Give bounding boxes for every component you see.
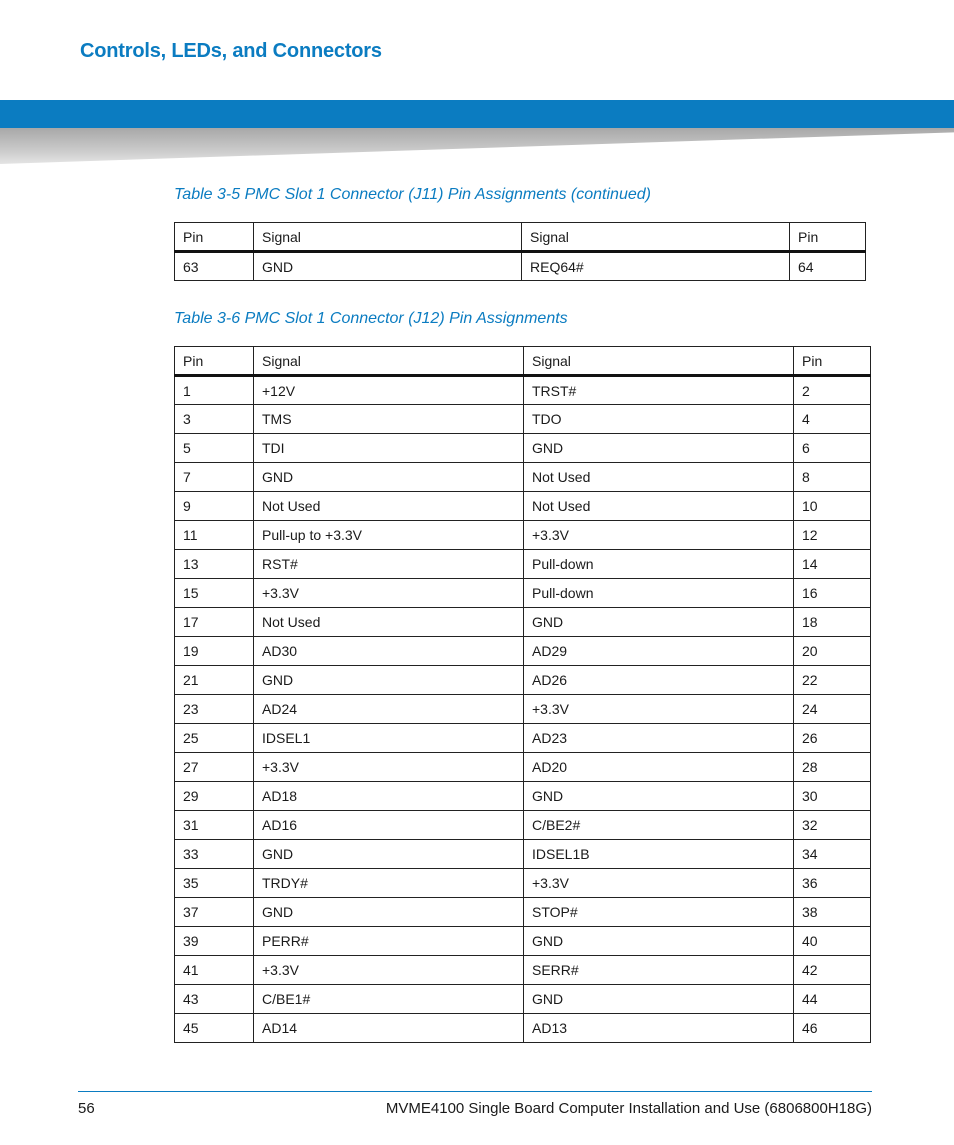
column-header-pin: Pin [175,347,254,376]
document-title: MVME4100 Single Board Computer Installation and Use (6806800H18G) [385,1100,872,1117]
cell-signal: AD26 [524,666,794,695]
table-row [175,666,871,695]
cell-signal: SERR# [524,956,794,985]
cell-pin: 22 [794,666,871,695]
cell-signal: Not Used [254,608,524,637]
cell-pin: 10 [794,492,871,521]
cell-pin: 20 [794,637,871,666]
cell-pin: 7 [175,463,254,492]
cell-signal: Pull-down [524,579,794,608]
cell-signal: TRST# [524,376,794,405]
table-row [175,695,871,724]
table-row [175,579,871,608]
cell-signal: +3.3V [254,579,524,608]
cell-pin: 6 [794,434,871,463]
cell-pin: 24 [794,695,871,724]
table-row [175,724,871,753]
cell-pin: 44 [794,985,871,1014]
table-row [175,550,871,579]
table-row [175,927,871,956]
column-header-pin: Pin [790,223,866,252]
cell-pin: 4 [794,405,871,434]
cell-pin: 2 [794,376,871,405]
table-row [175,434,871,463]
cell-signal: GND [524,608,794,637]
table-row [175,521,871,550]
table-3-6-caption: Table 3-6 PMC Slot 1 Connector (J12) Pin Assignments [174,310,568,327]
cell-signal: Not Used [524,463,794,492]
cell-signal: GND [524,927,794,956]
cell-pin: 27 [175,753,254,782]
cell-signal: GND [254,840,524,869]
cell-pin: 46 [794,1014,871,1043]
cell-signal: REQ64# [522,252,790,281]
cell-pin: 45 [175,1014,254,1043]
cell-signal: STOP# [524,898,794,927]
cell-pin: 42 [794,956,871,985]
table-row [175,840,871,869]
cell-pin: 17 [175,608,254,637]
cell-pin: 16 [794,579,871,608]
table-row [175,1014,871,1043]
cell-pin: 18 [794,608,871,637]
cell-signal: IDSEL1B [524,840,794,869]
cell-signal: GND [254,666,524,695]
cell-pin: 1 [175,376,254,405]
cell-pin: 34 [794,840,871,869]
cell-pin: 41 [175,956,254,985]
cell-signal: PERR# [254,927,524,956]
header-blue-bar [0,100,954,128]
cell-pin: 11 [175,521,254,550]
cell-pin: 26 [794,724,871,753]
cell-signal: GND [254,898,524,927]
cell-pin: 19 [175,637,254,666]
column-header-signal: Signal [254,347,524,376]
table-header-row [175,223,866,252]
cell-signal: TMS [254,405,524,434]
cell-signal: GND [254,463,524,492]
cell-signal: TRDY# [254,869,524,898]
table-row [175,811,871,840]
cell-signal: +12V [254,376,524,405]
cell-signal: GND [524,782,794,811]
cell-signal: Not Used [524,492,794,521]
cell-pin: 40 [794,927,871,956]
cell-pin: 32 [794,811,871,840]
table-header-row [175,347,871,376]
cell-signal: AD18 [254,782,524,811]
cell-signal: +3.3V [524,869,794,898]
column-header-signal: Signal [254,223,522,252]
table-row [175,252,866,281]
cell-pin: 3 [175,405,254,434]
cell-signal: Not Used [254,492,524,521]
cell-signal: RST# [254,550,524,579]
table-row [175,985,871,1014]
cell-pin: 38 [794,898,871,927]
cell-pin: 43 [175,985,254,1014]
cell-pin: 63 [175,252,254,281]
cell-pin: 23 [175,695,254,724]
cell-signal: Pull-up to +3.3V [254,521,524,550]
cell-pin: 8 [794,463,871,492]
cell-pin: 28 [794,753,871,782]
cell-signal: +3.3V [524,695,794,724]
chapter-title: Controls, LEDs, and Connectors [78,38,386,66]
cell-signal: GND [524,434,794,463]
cell-signal: +3.3V [254,753,524,782]
footer-divider [78,1091,872,1092]
table-row [175,753,871,782]
table-row [175,782,871,811]
table-3-5-caption: Table 3-5 PMC Slot 1 Connector (J11) Pin Assignments (continued) [174,186,651,203]
cell-pin: 14 [794,550,871,579]
cell-pin: 5 [175,434,254,463]
table-row [175,869,871,898]
table-row [175,637,871,666]
cell-signal: TDO [524,405,794,434]
table-3-5-body [175,252,866,281]
cell-signal: AD14 [254,1014,524,1043]
cell-signal: Pull-down [524,550,794,579]
cell-pin: 15 [175,579,254,608]
column-header-signal: Signal [522,223,790,252]
cell-signal: AD30 [254,637,524,666]
cell-signal: C/BE1# [254,985,524,1014]
cell-signal: GND [524,985,794,1014]
cell-pin: 39 [175,927,254,956]
cell-signal: AD29 [524,637,794,666]
cell-pin: 25 [175,724,254,753]
cell-pin: 12 [794,521,871,550]
cell-signal: +3.3V [524,521,794,550]
table-3-5-j11-pin-assignments [174,222,866,281]
cell-pin: 36 [794,869,871,898]
table-row [175,956,871,985]
header-gray-swoosh [0,128,954,164]
table-row [175,608,871,637]
cell-signal: IDSEL1 [254,724,524,753]
cell-pin: 33 [175,840,254,869]
table-3-6-body [175,376,871,1043]
table-row [175,463,871,492]
cell-signal: AD16 [254,811,524,840]
cell-pin: 21 [175,666,254,695]
column-header-pin: Pin [794,347,871,376]
cell-signal: TDI [254,434,524,463]
cell-pin: 37 [175,898,254,927]
column-header-pin: Pin [175,223,254,252]
cell-signal: AD20 [524,753,794,782]
table-3-6-j12-pin-assignments [174,346,871,1043]
page-number: 56 [78,1100,95,1117]
cell-signal: AD24 [254,695,524,724]
table-row [175,376,871,405]
cell-signal: +3.3V [254,956,524,985]
table-row [175,405,871,434]
cell-pin: 9 [175,492,254,521]
cell-signal: AD13 [524,1014,794,1043]
table-row [175,492,871,521]
cell-pin: 29 [175,782,254,811]
cell-pin: 31 [175,811,254,840]
cell-pin: 64 [790,252,866,281]
cell-pin: 35 [175,869,254,898]
cell-signal: C/BE2# [524,811,794,840]
cell-signal: AD23 [524,724,794,753]
column-header-signal: Signal [524,347,794,376]
table-row [175,898,871,927]
cell-pin: 30 [794,782,871,811]
cell-pin: 13 [175,550,254,579]
cell-signal: GND [254,252,522,281]
